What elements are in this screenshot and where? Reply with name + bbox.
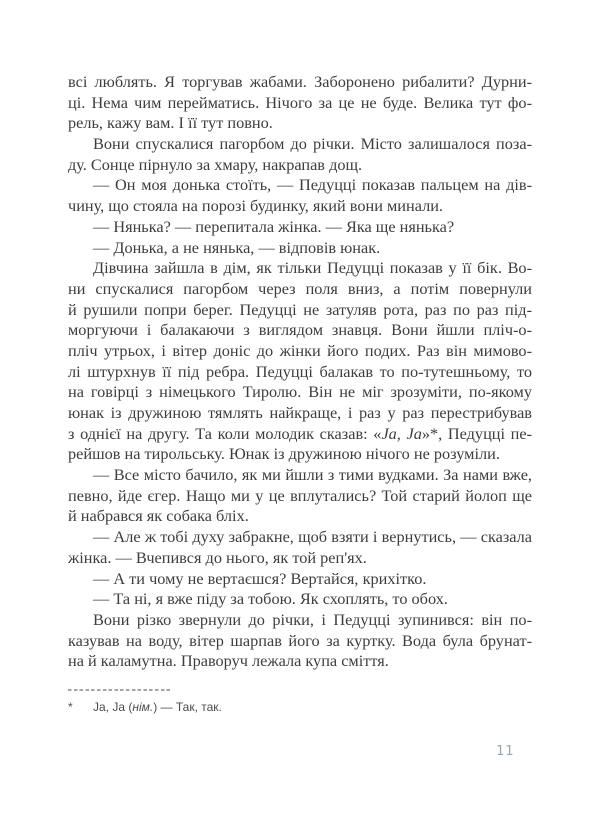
text-line: чину, що стояла на порозі будинку, який вони минали. — [68, 196, 443, 216]
footnote-marker: * — [68, 700, 73, 714]
text-line: ни спускалися пагорбом через поля вниз, а потім повернули — [68, 278, 532, 298]
text-line: ці. Нема чим перейматись. Нічого за це не буде. Велика тут фо- — [68, 92, 532, 112]
text-line: й рушили попри берег. Педуцці не затуляв рота, раз по раз під- — [68, 299, 532, 319]
text-line: казував на воду, вітер шарпав його за куртку. Вода була брунат- — [68, 630, 532, 650]
text-line: й набрався як собака бліх. — [68, 506, 249, 526]
text-line: на й каламутна. Праворуч лежала купа сміття. — [68, 651, 389, 671]
text-line: ду. Сонце пірнуло за хмару, накрапав дощ. — [68, 154, 363, 174]
page-number: 11 — [496, 743, 515, 759]
text-line: — Та ні, я вже піду за тобою. Як схоплять, то обох. — [93, 589, 448, 609]
footnote-text: Ja, Ja (нім.) — Так, так. — [93, 700, 222, 714]
text-line: Вони різко звернули до річки, і Педуцці зупинився: він по- — [93, 609, 532, 629]
text-line: рель, кажу вам. І її тут повно. — [68, 113, 273, 133]
text-line: — Все місто бачило, як ми йшли з тими вудками. За нами вже, — [93, 465, 532, 485]
text-line: — Але ж тобі духу забракне, щоб взяти і вернутись, — сказала — [93, 527, 532, 547]
text-line: моргуючи і балакаючи з виглядом знавця. Вони йшли пліч-о- — [68, 320, 532, 340]
text-line: — Донька, а не нянька, — відповів юнак. — [93, 237, 381, 257]
text-line: — Нянька? — перепитала жінка. — Яка ще нянька? — [93, 216, 455, 236]
text-line: лі штурхнув її під ребра. Педуцці балакав то по-тутешньому, то — [68, 361, 532, 381]
text-line: всі люблять. Я торгував жабами. Заборонено рибалити? Дурни- — [68, 72, 532, 91]
text-line: жінка. — Вчепився до нього, як той реп'ях. — [68, 547, 367, 567]
body-text — [68, 72, 532, 672]
text-line: Вони спускалися пагорбом до річки. Місто залишалося поза- — [93, 134, 532, 154]
text-line: — Он моя донька стоїть, — Педуцці показав пальцем на дів- — [93, 175, 532, 195]
text-line: Дівчина зайшла в дім, як тільки Педуцці показав у її бік. Во- — [93, 258, 532, 278]
footnote — [68, 699, 532, 715]
text-line: з однієї на другу. Та коли молодик сказав: «Ja, Ja»*, Педуцці пе- — [68, 423, 532, 443]
text-line: певно, йде єгер. Нащо ми у це вплутались? Той старий йолоп ще — [68, 485, 532, 505]
text-line: рейшов на тирольську. Юнак із дружиною нічого не розуміли. — [68, 444, 500, 464]
text-line: на говірці з німецького Тиролю. Він не міг зрозуміти, по-якому — [68, 382, 532, 402]
text-line: юнак із дружиною тямлять найкраще, і раз у раз перестрибував — [68, 403, 532, 422]
footnote-separator — [68, 689, 172, 691]
text-line: пліч утрьох, і вітер доніс до жінки його подих. Раз він мимово- — [68, 340, 532, 360]
text-line: — А ти чому не вертаєшся? Вертайся, крихітко. — [93, 568, 427, 588]
